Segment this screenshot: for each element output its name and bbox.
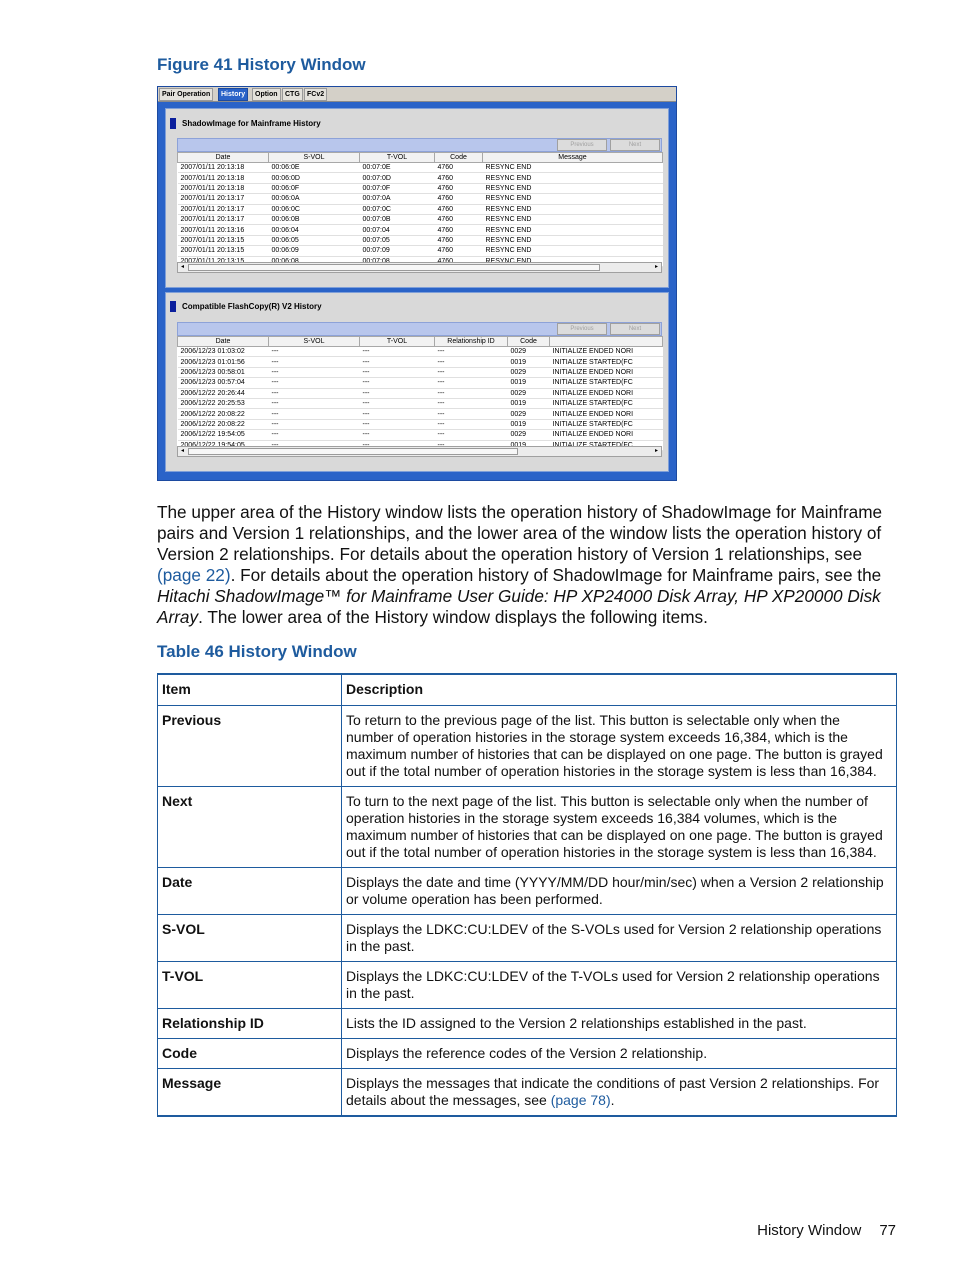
column-header[interactable]: Code bbox=[508, 337, 550, 347]
history-window-items-table bbox=[157, 673, 897, 1117]
table-row[interactable] bbox=[178, 225, 663, 235]
column-header[interactable]: Message bbox=[483, 153, 663, 163]
horizontal-scrollbar[interactable] bbox=[177, 446, 662, 457]
table-cell: 0029 bbox=[508, 409, 550, 419]
table-cell: 00:06:0A bbox=[269, 194, 360, 204]
tab-history[interactable]: History bbox=[218, 88, 248, 101]
table-cell: --- bbox=[269, 430, 360, 440]
table-cell: 00:06:09 bbox=[269, 246, 360, 256]
table-cell: --- bbox=[360, 378, 435, 388]
table-cell: RESYNC END bbox=[483, 235, 663, 245]
item-cell: Date bbox=[158, 867, 342, 914]
table-cell: 0029 bbox=[508, 388, 550, 398]
body-paragraph bbox=[157, 502, 897, 628]
table-cell: 2006/12/23 01:03:02 bbox=[178, 347, 269, 357]
table-cell: 00:07:05 bbox=[360, 235, 435, 245]
table-caption: Table 46 History Window bbox=[157, 642, 357, 661]
table-cell: RESYNC END bbox=[483, 173, 663, 183]
table-cell: --- bbox=[269, 419, 360, 429]
table-cell: 0019 bbox=[508, 419, 550, 429]
table-row[interactable] bbox=[178, 214, 663, 224]
scroll-thumb[interactable] bbox=[188, 448, 518, 455]
table-row bbox=[158, 705, 897, 786]
table-row bbox=[158, 786, 897, 867]
button-bar bbox=[177, 138, 662, 152]
column-header[interactable]: Code bbox=[435, 153, 483, 163]
item-cell: Relationship ID bbox=[158, 1008, 342, 1038]
table-cell: 0019 bbox=[508, 398, 550, 408]
column-header[interactable] bbox=[550, 337, 663, 347]
table-cell: --- bbox=[435, 378, 508, 388]
item-cell: T-VOL bbox=[158, 961, 342, 1008]
table-cell: --- bbox=[269, 388, 360, 398]
table-cell: 4760 bbox=[435, 183, 483, 193]
guide-title: Hitachi ShadowImage™ for Mainframe User Guide: HP XP24000 Disk Array, HP XP20000 Disk Array bbox=[157, 586, 881, 627]
column-header[interactable]: T-VOL bbox=[360, 153, 435, 163]
table-row[interactable] bbox=[178, 204, 663, 214]
table-row bbox=[158, 1038, 897, 1068]
table-row[interactable] bbox=[178, 378, 663, 388]
history-window-screenshot bbox=[157, 86, 677, 481]
scroll-left-icon[interactable]: ◂ bbox=[180, 448, 184, 454]
table-cell: --- bbox=[269, 378, 360, 388]
description-text: To turn to the next page of the list. This button is selectable only when the number of operation histories in the storage system exceeds 16,384 volumes, which is the maximum number of histories that can be displayed on one page. The button is grayed out if the total number of operation histories in the storage system is less than 16,384. bbox=[346, 792, 883, 860]
table-cell: 2007/01/11 20:13:17 bbox=[178, 214, 269, 224]
table-cell: INITIALIZE ENDED NORI bbox=[550, 367, 663, 377]
table-cell: 4760 bbox=[435, 163, 483, 173]
table-cell: RESYNC END bbox=[483, 225, 663, 235]
tab-option[interactable]: Option bbox=[252, 88, 281, 101]
description-cell bbox=[342, 961, 897, 1008]
table-cell: --- bbox=[269, 409, 360, 419]
table-cell: 2007/01/11 20:13:15 bbox=[178, 235, 269, 245]
description-text: . bbox=[610, 1091, 615, 1108]
horizontal-scrollbar[interactable] bbox=[177, 262, 662, 273]
description-text: Displays the LDKC:CU:LDEV of the T-VOLs used for Version 2 relationship operations in the past. bbox=[346, 967, 880, 1001]
table-cell: 2007/01/11 20:13:17 bbox=[178, 204, 269, 214]
table-cell: INITIALIZE ENDED NORI bbox=[550, 409, 663, 419]
page-link[interactable]: (page 78) bbox=[550, 1091, 611, 1108]
table-cell: 2007/01/11 20:13:18 bbox=[178, 163, 269, 173]
description-text: Displays the messages that indicate the conditions of past Version 2 relationships. For details about the messages, see bbox=[346, 1074, 880, 1108]
shadowimage-history-panel bbox=[165, 108, 669, 288]
page-footer bbox=[757, 1222, 896, 1239]
column-header[interactable]: S-VOL bbox=[269, 337, 360, 347]
table-cell: 0029 bbox=[508, 347, 550, 357]
table-row[interactable] bbox=[178, 246, 663, 256]
table-cell: 0029 bbox=[508, 430, 550, 440]
table-cell: 00:07:0D bbox=[360, 173, 435, 183]
column-header[interactable]: S-VOL bbox=[269, 153, 360, 163]
table-cell: --- bbox=[269, 357, 360, 367]
table-cell: 4760 bbox=[435, 194, 483, 204]
table-cell: INITIALIZE STARTED(FC bbox=[550, 378, 663, 388]
table-cell: RESYNC END bbox=[483, 163, 663, 173]
table-cell: --- bbox=[435, 430, 508, 440]
description-text: Displays the reference codes of the Version 2 relationship. bbox=[346, 1044, 708, 1061]
table-cell: --- bbox=[435, 388, 508, 398]
table-row[interactable] bbox=[178, 357, 663, 367]
description-text: Displays the LDKC:CU:LDEV of the S-VOLs used for Version 2 relationship operations in the past. bbox=[346, 920, 882, 954]
table-cell: 2006/12/22 20:25:53 bbox=[178, 398, 269, 408]
table-cell: 2006/12/22 20:08:22 bbox=[178, 419, 269, 429]
table-cell: --- bbox=[435, 409, 508, 419]
table-cell: 00:07:0B bbox=[360, 214, 435, 224]
description-cell bbox=[342, 1008, 897, 1038]
table-cell: 2007/01/11 20:13:16 bbox=[178, 225, 269, 235]
table-row[interactable] bbox=[178, 163, 663, 173]
table-cell: INITIALIZE STARTED(FC bbox=[550, 357, 663, 367]
scroll-right-icon[interactable]: ▸ bbox=[654, 264, 658, 270]
table-cell: 00:06:04 bbox=[269, 225, 360, 235]
column-header-description: Description bbox=[342, 674, 897, 705]
column-header[interactable]: Relationship ID bbox=[435, 337, 508, 347]
column-header[interactable]: Date bbox=[178, 337, 269, 347]
tab-fcv2[interactable]: FCv2 bbox=[304, 88, 327, 101]
table-cell: --- bbox=[269, 347, 360, 357]
table-cell: 00:07:0C bbox=[360, 204, 435, 214]
table-cell: 00:07:0E bbox=[360, 163, 435, 173]
next-button[interactable]: Next bbox=[610, 139, 660, 151]
table-cell: RESYNC END bbox=[483, 246, 663, 256]
table-cell: 4760 bbox=[435, 225, 483, 235]
table-cell: INITIALIZE STARTED(FC bbox=[550, 419, 663, 429]
table-cell: --- bbox=[360, 367, 435, 377]
tab-bar bbox=[158, 87, 676, 102]
description-cell bbox=[342, 705, 897, 786]
table-row[interactable] bbox=[178, 398, 663, 408]
description-text: Displays the date and time (YYYY/MM/DD hour/min/sec) when a Version 2 relationship or volume operation has been performed. bbox=[346, 873, 884, 907]
table-cell: 00:06:0B bbox=[269, 214, 360, 224]
flashcopy-history-table bbox=[177, 336, 663, 451]
table-cell: 2006/12/22 20:08:22 bbox=[178, 409, 269, 419]
tab-ctg[interactable]: CTG bbox=[282, 88, 303, 101]
tab-pair-operation[interactable]: Pair Operation bbox=[159, 88, 213, 101]
description-text: To return to the previous page of the list. This button is selectable only when the number of operation histories in the storage system exceeds 16,384, which is the maximum number of histories that can be displayed on one page. The button is grayed out if the total number of operation histories in the storage system is less than 16,384. bbox=[346, 711, 883, 779]
table-cell: 4760 bbox=[435, 204, 483, 214]
table-cell: --- bbox=[435, 398, 508, 408]
table-row[interactable] bbox=[178, 183, 663, 193]
description-cell bbox=[342, 786, 897, 867]
scroll-thumb[interactable] bbox=[188, 264, 600, 271]
column-header[interactable]: T-VOL bbox=[360, 337, 435, 347]
table-cell: --- bbox=[435, 367, 508, 377]
table-cell: RESYNC END bbox=[483, 204, 663, 214]
table-row bbox=[158, 1068, 897, 1116]
table-cell: --- bbox=[360, 430, 435, 440]
table-cell: INITIALIZE ENDED NORI bbox=[550, 430, 663, 440]
item-cell: Message bbox=[158, 1068, 342, 1116]
table-cell: 4760 bbox=[435, 235, 483, 245]
table-cell: --- bbox=[269, 398, 360, 408]
table-cell: --- bbox=[269, 367, 360, 377]
description-text: Lists the ID assigned to the Version 2 relationships established in the past. bbox=[346, 1014, 807, 1031]
table-cell: --- bbox=[435, 419, 508, 429]
button-bar bbox=[177, 322, 662, 336]
table-cell: --- bbox=[360, 357, 435, 367]
table-cell: 2007/01/11 20:13:15 bbox=[178, 246, 269, 256]
table-cell: INITIALIZE ENDED NORI bbox=[550, 347, 663, 357]
table-row[interactable] bbox=[178, 194, 663, 204]
table-cell: 2007/01/11 20:13:17 bbox=[178, 194, 269, 204]
description-cell bbox=[342, 914, 897, 961]
table-cell: 2006/12/22 20:26:44 bbox=[178, 388, 269, 398]
paragraph-text: The upper area of the History window lists the operation history of ShadowImage for Mainframe pairs and Version 1 relationships, and the lower area of the window lists the operation history of Version 2 relationships. For details about the operation history of Version 1 relationships, see bbox=[157, 502, 883, 564]
table-cell: 00:07:09 bbox=[360, 246, 435, 256]
column-header-item: Item bbox=[158, 674, 342, 705]
previous-button[interactable]: Previous bbox=[557, 323, 607, 335]
table-cell: --- bbox=[360, 388, 435, 398]
table-cell: 0019 bbox=[508, 378, 550, 388]
table-cell: --- bbox=[360, 409, 435, 419]
table-cell: INITIALIZE STARTED(FC bbox=[550, 398, 663, 408]
table-cell: 00:07:0A bbox=[360, 194, 435, 204]
figure-caption: Figure 41 History Window bbox=[157, 55, 366, 74]
table-row[interactable] bbox=[178, 419, 663, 429]
table-cell: --- bbox=[360, 398, 435, 408]
table-cell: 00:06:0C bbox=[269, 204, 360, 214]
table-row[interactable] bbox=[178, 347, 663, 357]
table-cell: INITIALIZE ENDED NORI bbox=[550, 388, 663, 398]
table-cell: 2006/12/22 19:54:05 bbox=[178, 430, 269, 440]
table-row bbox=[158, 914, 897, 961]
description-cell bbox=[342, 867, 897, 914]
table-row bbox=[158, 1008, 897, 1038]
scroll-left-icon[interactable]: ◂ bbox=[180, 264, 184, 270]
table-row[interactable] bbox=[178, 388, 663, 398]
table-cell: 0029 bbox=[508, 367, 550, 377]
previous-button[interactable]: Previous bbox=[557, 139, 607, 151]
item-cell: Code bbox=[158, 1038, 342, 1068]
description-cell bbox=[342, 1068, 897, 1116]
panel-marker bbox=[170, 118, 176, 129]
table-cell: RESYNC END bbox=[483, 183, 663, 193]
item-cell: Previous bbox=[158, 705, 342, 786]
table-cell: 2007/01/11 20:13:18 bbox=[178, 173, 269, 183]
table-cell: 00:06:0E bbox=[269, 163, 360, 173]
paragraph-text: . The lower area of the History window displays the following items. bbox=[198, 607, 708, 627]
panel-title: Compatible FlashCopy(R) V2 History bbox=[182, 302, 322, 311]
table-cell: 2006/12/23 00:58:01 bbox=[178, 367, 269, 377]
table-cell: --- bbox=[360, 419, 435, 429]
table-cell: 00:06:0F bbox=[269, 183, 360, 193]
table-cell: --- bbox=[360, 347, 435, 357]
flashcopy-v2-history-panel bbox=[165, 292, 669, 472]
table-cell: 00:07:0F bbox=[360, 183, 435, 193]
page-number: 77 bbox=[879, 1222, 896, 1239]
paragraph-text: . For details about the operation history of ShadowImage for Mainframe pairs, see the bbox=[230, 565, 882, 585]
table-cell: 00:06:05 bbox=[269, 235, 360, 245]
table-row[interactable] bbox=[178, 430, 663, 440]
table-cell: 4760 bbox=[435, 173, 483, 183]
table-cell: --- bbox=[435, 357, 508, 367]
table-header-row bbox=[178, 153, 663, 163]
table-row bbox=[158, 961, 897, 1008]
table-cell: 0019 bbox=[508, 357, 550, 367]
table-cell: 2007/01/11 20:13:18 bbox=[178, 183, 269, 193]
column-header[interactable]: Date bbox=[178, 153, 269, 163]
table-row[interactable] bbox=[178, 173, 663, 183]
table-cell: 4760 bbox=[435, 214, 483, 224]
table-row bbox=[158, 867, 897, 914]
table-row[interactable] bbox=[178, 235, 663, 245]
item-cell: Next bbox=[158, 786, 342, 867]
table-row[interactable] bbox=[178, 367, 663, 377]
next-button[interactable]: Next bbox=[610, 323, 660, 335]
table-cell: 00:07:04 bbox=[360, 225, 435, 235]
table-cell: 2006/12/23 00:57:04 bbox=[178, 378, 269, 388]
scroll-right-icon[interactable]: ▸ bbox=[654, 448, 658, 454]
table-cell: 00:06:0D bbox=[269, 173, 360, 183]
table-header-row bbox=[178, 337, 663, 347]
table-cell: RESYNC END bbox=[483, 194, 663, 204]
footer-section: History Window bbox=[757, 1222, 862, 1239]
panel-marker bbox=[170, 301, 176, 312]
shadowimage-history-table bbox=[177, 152, 663, 267]
panel-title: ShadowImage for Mainframe History bbox=[182, 119, 321, 128]
table-cell: --- bbox=[435, 347, 508, 357]
table-cell: 4760 bbox=[435, 246, 483, 256]
item-cell: S-VOL bbox=[158, 914, 342, 961]
table-row[interactable] bbox=[178, 409, 663, 419]
table-cell: RESYNC END bbox=[483, 214, 663, 224]
description-cell bbox=[342, 1038, 897, 1068]
page-link[interactable]: (page 22) bbox=[157, 565, 231, 585]
table-cell: 2006/12/23 01:01:56 bbox=[178, 357, 269, 367]
